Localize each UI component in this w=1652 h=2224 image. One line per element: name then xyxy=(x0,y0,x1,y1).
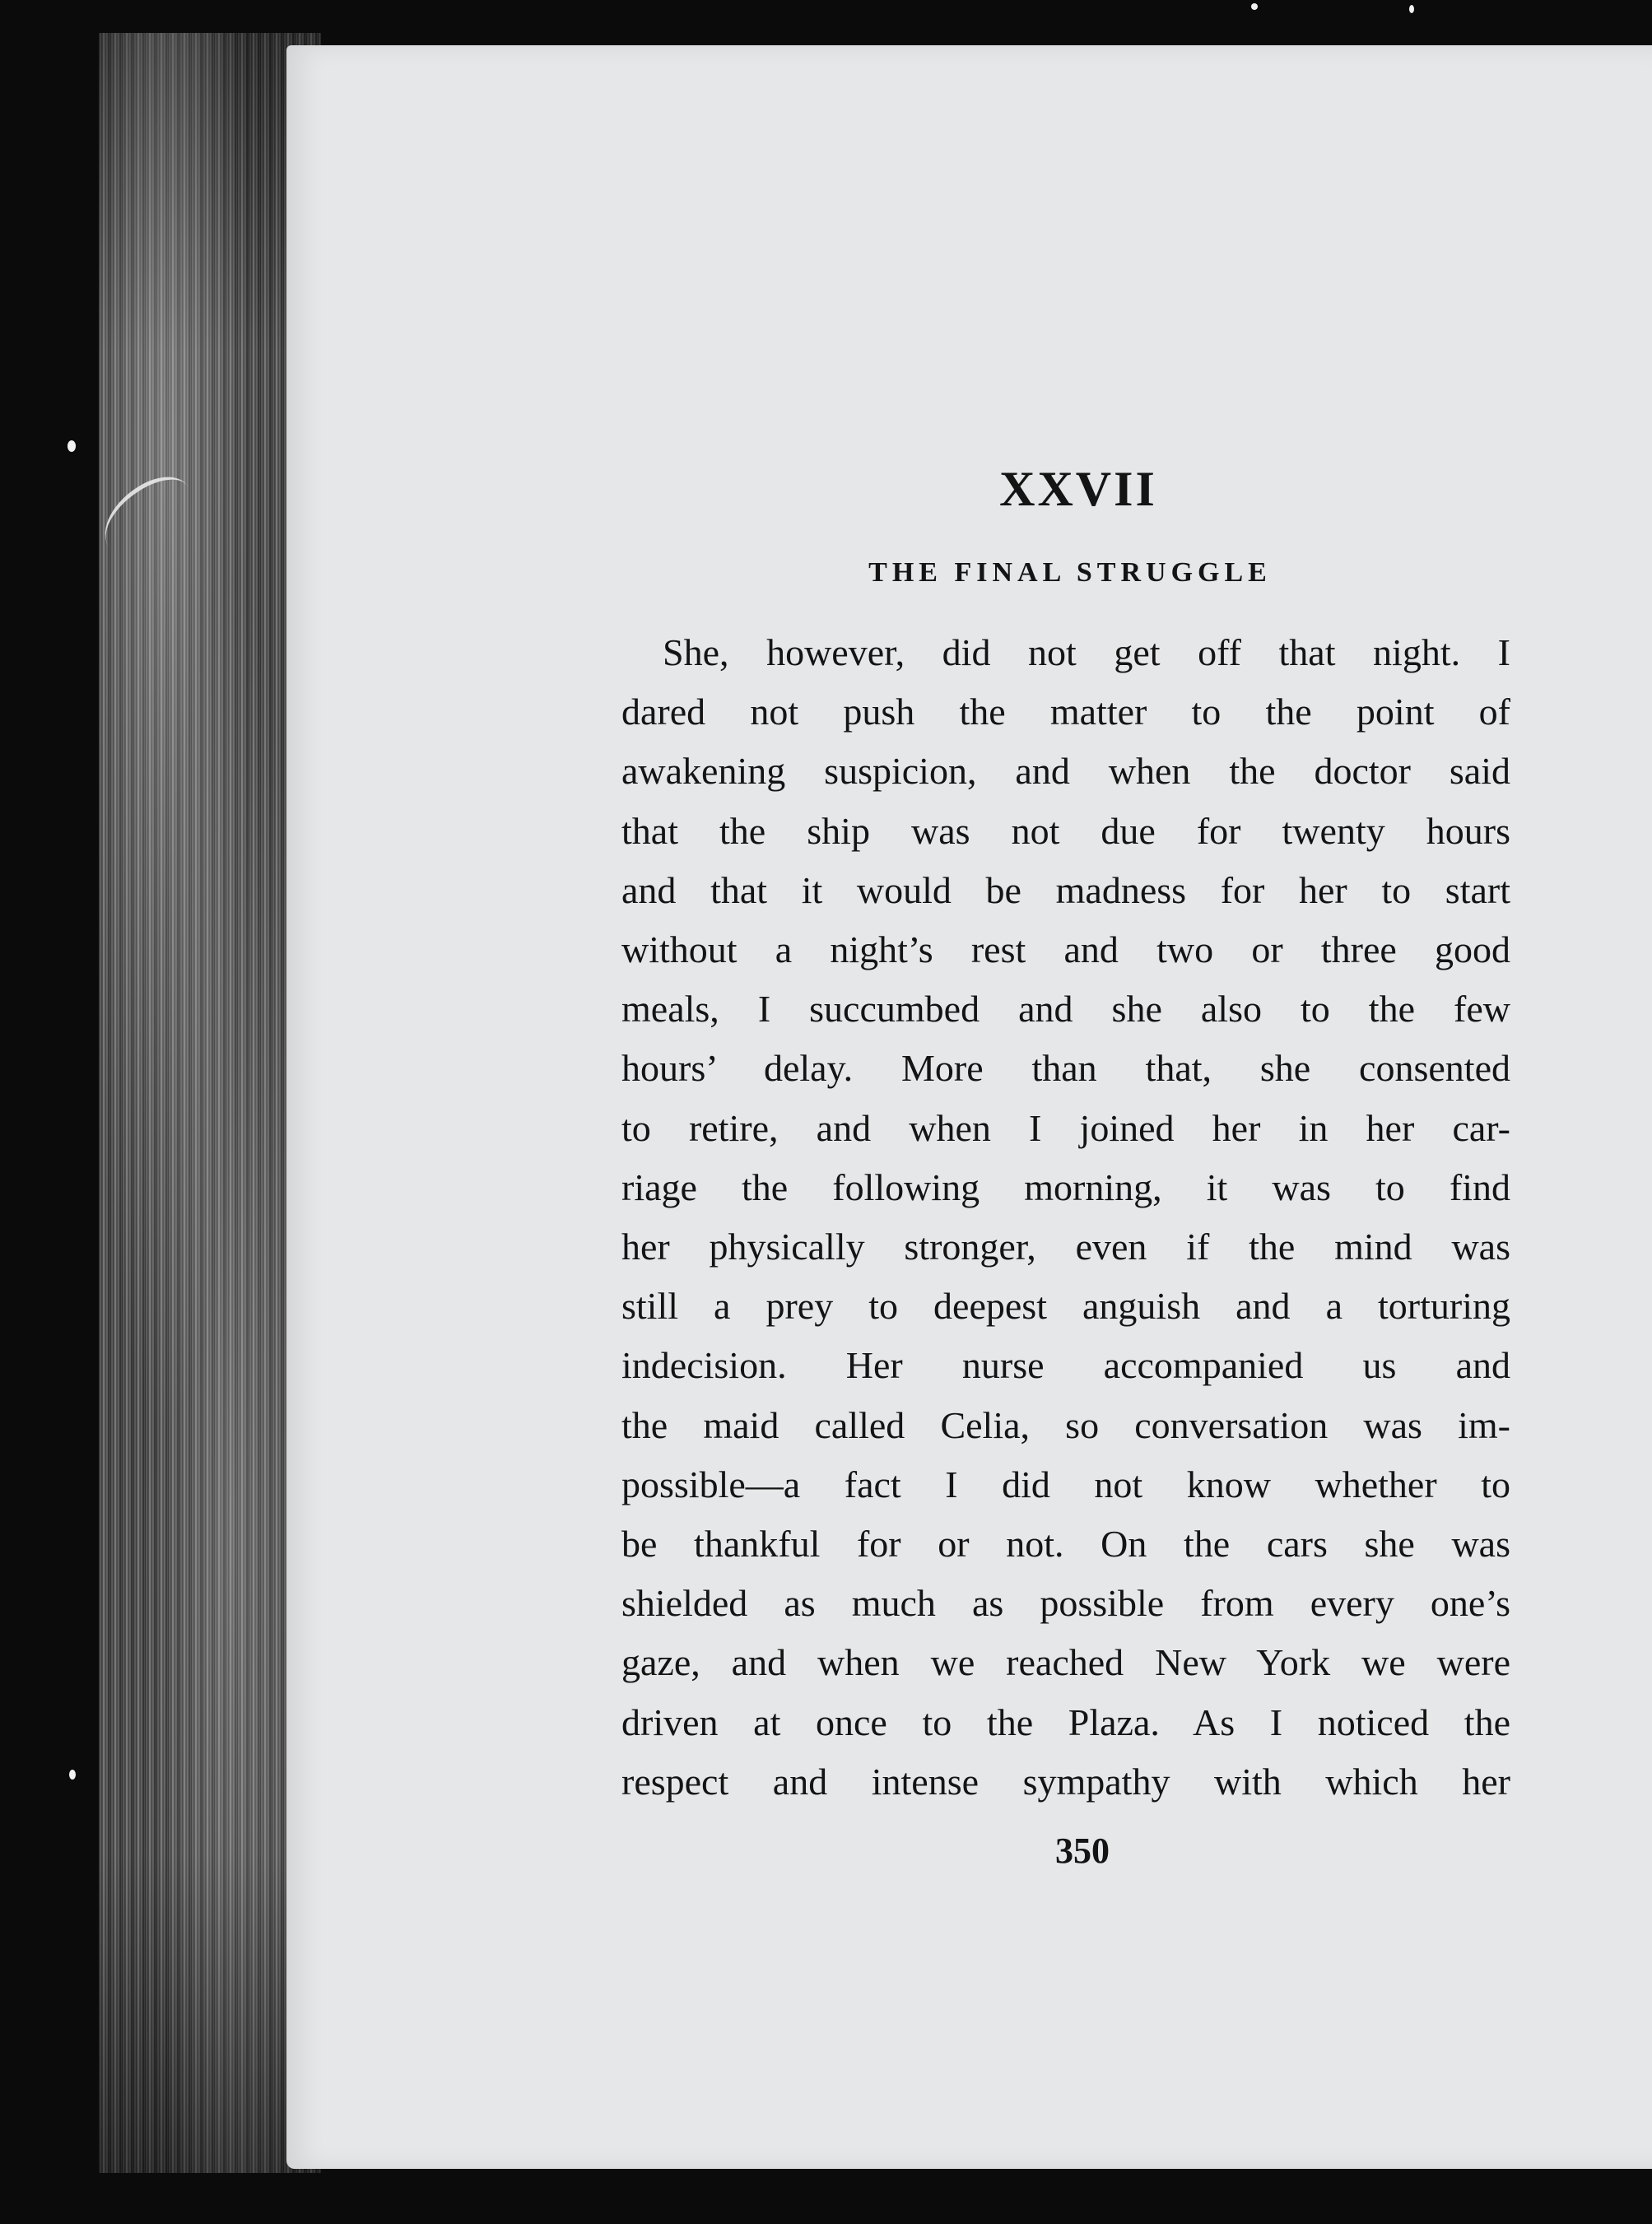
text-line: the maid called Celia, so conversation was im- xyxy=(621,1403,1510,1446)
text-line: shielded as much as possible from every one’s xyxy=(621,1582,1510,1625)
text-line: riage the following morning, it was to find xyxy=(621,1166,1510,1208)
chapter-number: XXVII xyxy=(999,462,1157,516)
text-line: gaze, and when we reached New York we were xyxy=(621,1641,1510,1684)
text-line: possible—a fact I did not know whether to xyxy=(621,1463,1510,1505)
text-line: She, however, did not get off that night. I xyxy=(663,631,1510,673)
page-text xyxy=(621,461,1510,1872)
speck xyxy=(1409,5,1414,13)
page-number: 350 xyxy=(1055,1831,1110,1872)
text-line: without a night’s rest and two or three good xyxy=(621,928,1510,971)
body-text xyxy=(621,623,1510,1812)
chapter-title: THE FINAL STRUGGLE xyxy=(868,557,1272,588)
text-line: and that it would be madness for her to start xyxy=(621,868,1510,911)
text-line: hours’ delay. More than that, she consented xyxy=(621,1047,1510,1090)
speck xyxy=(69,1770,76,1780)
text-line: driven at once to the Plaza. As I noticed the xyxy=(621,1701,1510,1743)
text-line: awakening suspicion, and when the doctor said xyxy=(621,750,1510,793)
speck xyxy=(67,440,76,452)
text-line: dared not push the matter to the point of xyxy=(621,691,1510,733)
text-line: meals, I succumbed and she also to the few xyxy=(621,988,1510,1031)
text-line: that the ship was not due for twenty hours xyxy=(621,809,1510,852)
speck xyxy=(1251,3,1258,10)
text-line: her physically stronger, even if the mind was xyxy=(621,1226,1510,1268)
text-line: respect and intense sympathy with which her xyxy=(621,1760,1510,1803)
text-line: indecision. Her nurse accompanied us and xyxy=(621,1344,1510,1387)
text-line: be thankful for or not. On the cars she was xyxy=(621,1523,1510,1566)
text-line: to retire, and when I joined her in her car- xyxy=(621,1106,1510,1149)
text-line: still a prey to deepest anguish and a torturing xyxy=(621,1285,1510,1328)
